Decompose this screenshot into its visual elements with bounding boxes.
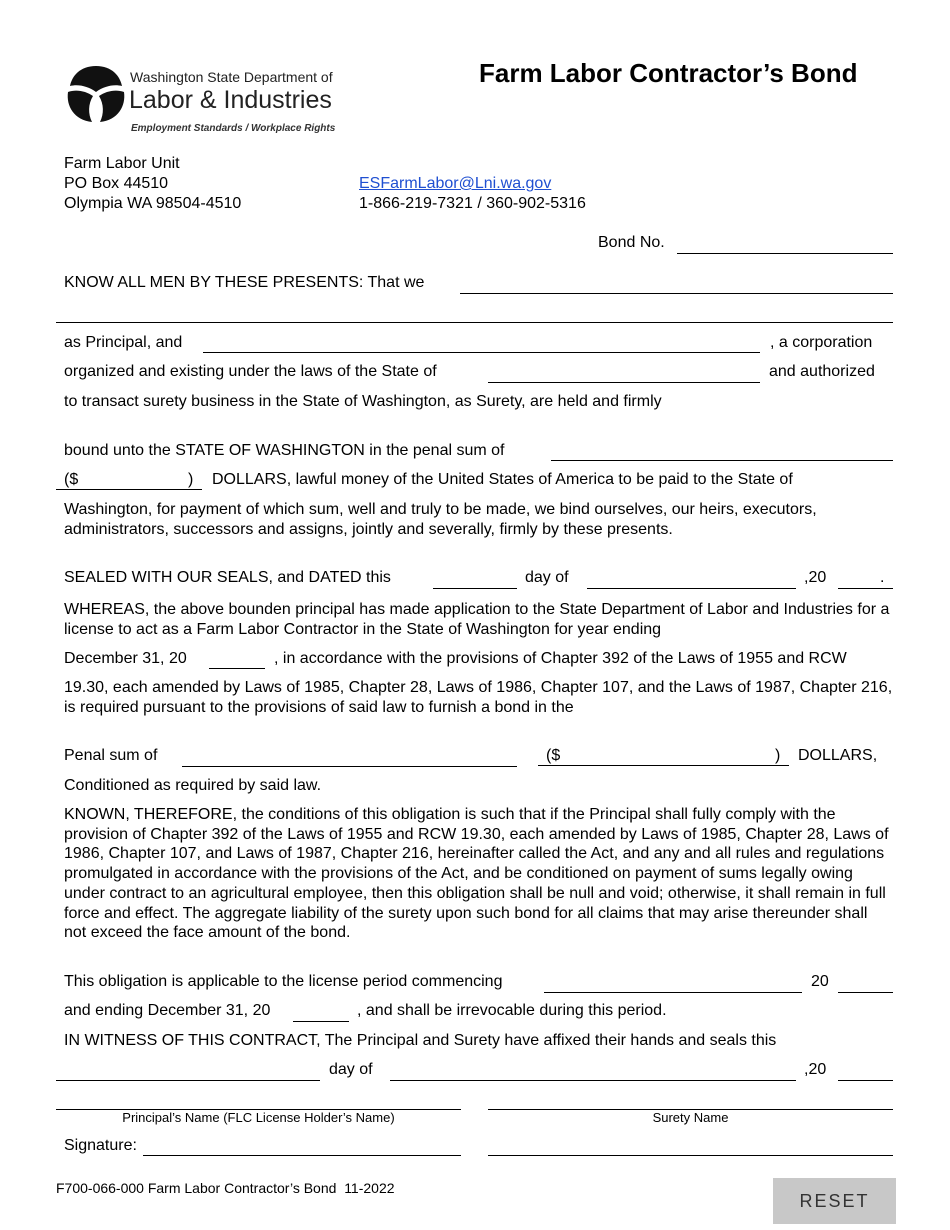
year-ending-input[interactable] xyxy=(209,648,265,669)
contact-city: Olympia WA 98504-4510 xyxy=(64,195,242,212)
contact-unit: Farm Labor Unit xyxy=(64,155,180,172)
agency-tagline: Employment Standards / Workplace Rights xyxy=(131,123,336,134)
surety-name-label: Surety Name xyxy=(652,1110,729,1125)
bond-no-label: Bond No. xyxy=(598,234,665,251)
principal-signature-input[interactable] xyxy=(143,1135,461,1156)
known-therefore-text: KNOWN, THEREFORE, the conditions of this obligation is such that if the Principal shall fully comply with the provision of Chapter 392 of the Laws of 1955 and RCW 19.30, each amended by Laws of 1985, Chapter 28, Laws of 1986, Chapter 107, and Laws of 1987, Chapter 216, hereinafter called the Act, and any and all rules and regulations promulgated in accordance with the provisions of the Act, and be conditioned on payment of sums legally owing under contract to an agricultural employee, then this obligation shall be null and void; otherwise, it shall remain in full force and effect. The aggregate liability of the surety upon such bond for all claims that may arise thereunder shall not exceed the face amount of the bond. xyxy=(64,806,889,942)
irrevocable-text: , and shall be irrevocable during this period. xyxy=(357,1002,667,1019)
witness-year-input[interactable] xyxy=(838,1060,893,1081)
penal-sum-of-text: Penal sum of xyxy=(64,747,158,764)
dollars-comma-text: DOLLARS, xyxy=(798,747,878,764)
witness-day-of-text: day of xyxy=(329,1061,373,1078)
witness-comma-20-text: ,20 xyxy=(804,1061,827,1078)
surety-signature-name-input[interactable] xyxy=(488,1089,893,1110)
sealed-comma-20-text: ,20 xyxy=(804,569,827,586)
penal-dollar-open-text: ($ xyxy=(546,747,561,764)
dollar-close-text: ) xyxy=(188,471,194,488)
page-title: Farm Labor Contractor’s Bond xyxy=(479,58,858,88)
contact-po-box: PO Box 44510 xyxy=(64,175,169,192)
sealed-day-input[interactable] xyxy=(433,568,517,589)
conditioned-text: Conditioned as required by said law. xyxy=(64,777,322,794)
contact-phones: 1-866-219-7321 / 360-902-5316 xyxy=(359,195,586,212)
commencing-20-text: 20 xyxy=(811,973,829,990)
lni-logo-icon xyxy=(64,64,128,124)
a-corporation-text: , a corporation xyxy=(770,334,873,351)
principal-signature-name-input[interactable] xyxy=(56,1089,461,1110)
witness-day-input[interactable] xyxy=(56,1060,320,1081)
surety-signature-input[interactable] xyxy=(488,1135,893,1156)
penal-dollar-close-text: ) xyxy=(775,747,781,764)
bond-no-input[interactable] xyxy=(677,233,893,254)
agency-logo xyxy=(64,64,336,136)
sealed-year-input[interactable] xyxy=(838,568,893,589)
know-all-men-text: KNOW ALL MEN BY THESE PRESENTS: That we xyxy=(64,274,425,291)
penal-sum-words-2-input[interactable] xyxy=(182,746,517,767)
obligation-applicable-text: This obligation is applicable to the license period commencing xyxy=(64,973,503,990)
and-authorized-text: and authorized xyxy=(769,363,875,380)
sealed-period-text: . xyxy=(880,569,885,586)
as-principal-text: as Principal, and xyxy=(64,334,183,351)
dollars-lawful-text: DOLLARS, lawful money of the United States of America to be paid to the State of xyxy=(212,471,793,488)
penal-sum-words-input[interactable] xyxy=(551,440,893,461)
rcw-amended-text: 19.30, each amended by Laws of 1985, Chapter 28, Laws of 1986, Chapter 107, and the Laws of 1987, Chapter 216, is required pursuant to the provisions of said law to furnish a bond in the xyxy=(64,679,893,716)
in-accordance-text: , in accordance with the provisions of Chapter 392 of the Laws of 1955 and RCW xyxy=(274,650,847,667)
surety-company-input[interactable] xyxy=(203,332,760,353)
organized-text: organized and existing under the laws of the State of xyxy=(64,363,437,380)
agency-name-line2: Labor & Industries xyxy=(129,86,332,114)
commencing-year-input[interactable] xyxy=(838,972,893,993)
license-commencing-input[interactable] xyxy=(544,972,802,993)
in-witness-text: IN WITNESS OF THIS CONTRACT, The Principal and Surety have affixed their hands and seals this xyxy=(64,1032,777,1049)
sealed-text: SEALED WITH OUR SEALS, and DATED this xyxy=(64,569,391,586)
whereas-text: WHEREAS, the above bounden principal has made application to the State Department of Labor and Industries for a license to act as a Farm Labor Contractor in the State of Washington for year ending xyxy=(64,601,890,638)
dollar-open-text: ($ xyxy=(64,471,79,488)
witness-month-input[interactable] xyxy=(390,1060,796,1081)
ending-year-input[interactable] xyxy=(293,1001,349,1022)
state-of-incorporation-input[interactable] xyxy=(488,362,760,383)
form-id-footer: F700-066-000 Farm Labor Contractor’s Bond 11-2022 xyxy=(56,1180,395,1196)
principal-name-continued-input[interactable] xyxy=(56,302,893,323)
washington-payment-text: Washington, for payment of which sum, well and truly to be made, we bind ourselves, our heirs, executors, administrators, successors and assigns, jointly and severally, firmly by these presents. xyxy=(64,501,817,538)
principal-name-label: Principal’s Name (FLC License Holder’s Name) xyxy=(122,1110,395,1125)
sealed-day-of-text: day of xyxy=(525,569,569,586)
principal-name-input[interactable] xyxy=(460,273,893,294)
signature-label: Signature: xyxy=(64,1137,137,1154)
reset-button[interactable]: RESET xyxy=(773,1178,896,1224)
penal-sum-amount-2-input[interactable] xyxy=(538,746,789,766)
sealed-month-input[interactable] xyxy=(587,568,796,589)
contact-email-link[interactable]: ESFarmLabor@Lni.wa.gov xyxy=(359,175,552,192)
transact-text: to transact surety business in the State of Washington, as Surety, are held and firmly xyxy=(64,393,662,410)
ending-december-text: and ending December 31, 20 xyxy=(64,1002,271,1019)
bound-unto-text: bound unto the STATE OF WASHINGTON in the penal sum of xyxy=(64,442,505,459)
december-20-text: December 31, 20 xyxy=(64,650,187,667)
agency-name-line1: Washington State Department of xyxy=(130,69,333,85)
